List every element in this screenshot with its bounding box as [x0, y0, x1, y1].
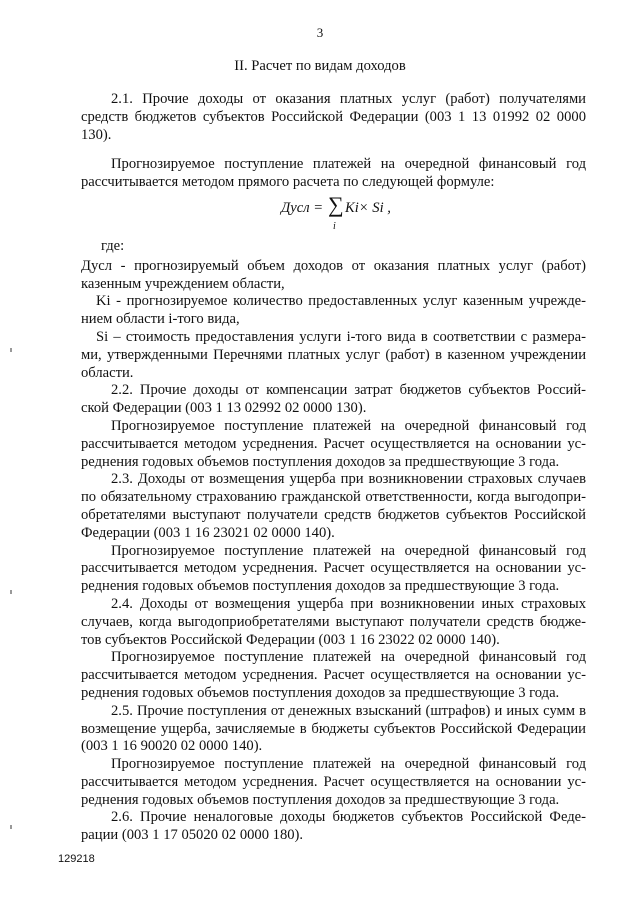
margin-mark	[10, 825, 12, 829]
paragraph-2-2-forecast: Прогнозируемое поступление платежей на очередной финансовый год рассчитывается методом усреднения. Расчет осуществляется на основании ус- реднения годовых объемов поступления доходов за предшествующие 3 года.	[81, 417, 586, 470]
document-body	[81, 91, 586, 845]
paragraph-2-4: 2.4. Доходы от возмещения ущерба при возникновении иных страховых случаев, когда выгодоприобретателями выступают получатели средств бюдже- тов субъектов Российской Федерации (003 1 16 23022 02 0000 140).	[81, 595, 586, 648]
formula-lhs: Дусл =	[281, 199, 324, 216]
paragraph-2-5: 2.5. Прочие поступления от денежных взысканий (штрафов) и иных сумм в возмещение ущерба, зачисляемые в бюджеты субъектов Российской Федерации (003 1 16 90020 02 0000 140).	[81, 702, 586, 755]
document-code: 129218	[58, 853, 95, 865]
formula	[81, 191, 586, 232]
formula-rhs: Ki× Si ,	[345, 199, 391, 216]
margin-mark	[10, 590, 12, 594]
where-label: где:	[101, 237, 125, 254]
paragraph-2-6: 2.6. Прочие неналоговые доходы бюджетов субъектов Российской Феде- рации (003 1 17 05020 02 0000 180).	[81, 809, 586, 844]
paragraph-2-1: 2.1. Прочие доходы от оказания платных услуг (работ) получателями средств бюджетов субъектов Российской Федерации (003 1 13 01992 02 0000 130).	[81, 91, 586, 143]
definition-dusl: Дусл - прогнозируемый объем доходов от оказания платных услуг (работ) казенным учреждением области,	[81, 257, 586, 292]
paragraph-2-1-forecast: Прогнозируемое поступление платежей на очередной финансовый год рассчитывается методом прямого расчета по следующей формуле:	[81, 156, 586, 191]
paragraph-2-5-forecast: Прогнозируемое поступление платежей на очередной финансовый год рассчитывается методом усреднения. Расчет осуществляется на основании ус- реднения годовых объемов поступления доходов за предшествующие 3 года.	[81, 756, 586, 808]
page-number: 3	[316, 25, 324, 40]
definition-ki: Ki - прогнозируемое количество предоставленных услуг казенным учрежде- нием области i-того вида,	[81, 293, 586, 328]
paragraph-2-4-forecast: Прогнозируемое поступление платежей на очередной финансовый год рассчитывается методом усреднения. Расчет осуществляется на основании ус- реднения годовых объемов поступления доходов за предшествующие 3 года.	[81, 649, 586, 701]
sum-symbol: ∑	[328, 191, 344, 217]
margin-mark	[10, 348, 12, 352]
section-title: II. Расчет по видам доходов	[234, 58, 406, 74]
paragraph-2-2: 2.2. Прочие доходы от компенсации затрат бюджетов субъектов Россий- ской Федерации (003 1 13 02992 02 0000 130).	[81, 382, 586, 417]
sum-index: i	[333, 220, 336, 232]
definition-si: Si – стоимость предоставления услуги i-того вида в соответствии с размера- ми, утвержденными Перечнями платных услуг (работ) в казенном учреждении области.	[81, 328, 586, 381]
paragraph-2-3: 2.3. Доходы от возмещения ущерба при возникновении страховых случаев по обязательному страхованию гражданской ответственности, когда выгодопри- обретателями выступают получатели средств бюджетов субъектов Российской Федерации (003 1 16 23021 02 0000 140).	[81, 471, 586, 541]
paragraph-2-3-forecast: Прогнозируемое поступление платежей на очередной финансовый год рассчитывается методом усреднения. Расчет осуществляется на основании ус- реднения годовых объемов поступления доходов за предшествующие 3 года.	[81, 542, 586, 595]
